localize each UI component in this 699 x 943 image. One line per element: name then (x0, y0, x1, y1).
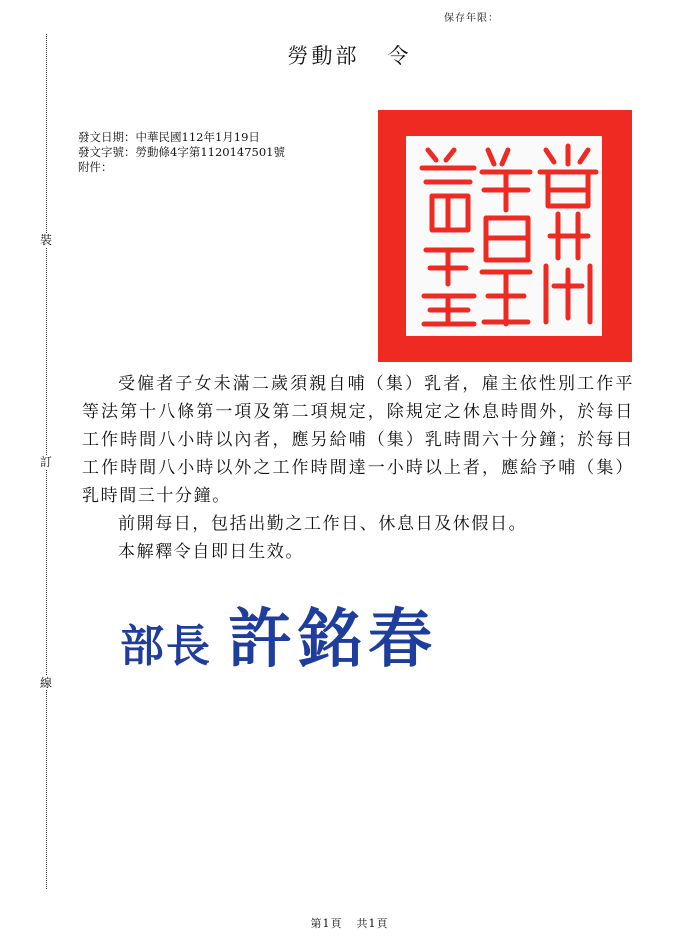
body-paragraph-1: 受僱者子女未滿二歲須親自哺（集）乳者，雇主依性別工作平等法第十八條第一項及第二項規定，除規定之休息時間外，於每日工作時間八小時以內者，應另給哺（集）乳時間六十分鐘；於每日工作時間八小時以外之工作時間達一小時以上者，應給予哺（集）乳時間三十分鐘。 (82, 374, 634, 506)
attachment: 附件： (78, 160, 113, 174)
minister-signature (120, 588, 438, 680)
document-title (0, 40, 699, 70)
issue-number: 發文字號：勞動條4字第1120147501號 (78, 145, 285, 159)
document-type: 令 (387, 44, 412, 68)
binding-mark-zhuang: 裝 (40, 233, 53, 247)
signature-name: 許銘春 (228, 603, 438, 677)
page-total: 共1頁 (356, 917, 389, 930)
body-paragraph-2: 前開每日，包括出勤之工作日、休息日及休假日。 (118, 514, 528, 534)
page-current: 第1頁 (310, 917, 343, 930)
binding-mark-ding: 訂 (40, 455, 53, 469)
agency-name: 勞動部 (287, 44, 360, 68)
retention-period-label: 保存年限： (444, 13, 499, 24)
issue-date: 發文日期：中華民國112年1月19日 (78, 130, 260, 144)
body-paragraph-3: 本解釋令自即日生效。 (118, 542, 304, 562)
official-seal-icon (378, 110, 632, 362)
signature-title: 部長 (120, 621, 212, 672)
order-body (82, 370, 634, 566)
seal-glyphs-icon (378, 110, 632, 362)
document-meta (78, 130, 285, 175)
binding-mark-xian: 線 (40, 676, 53, 690)
page-number (0, 915, 699, 931)
